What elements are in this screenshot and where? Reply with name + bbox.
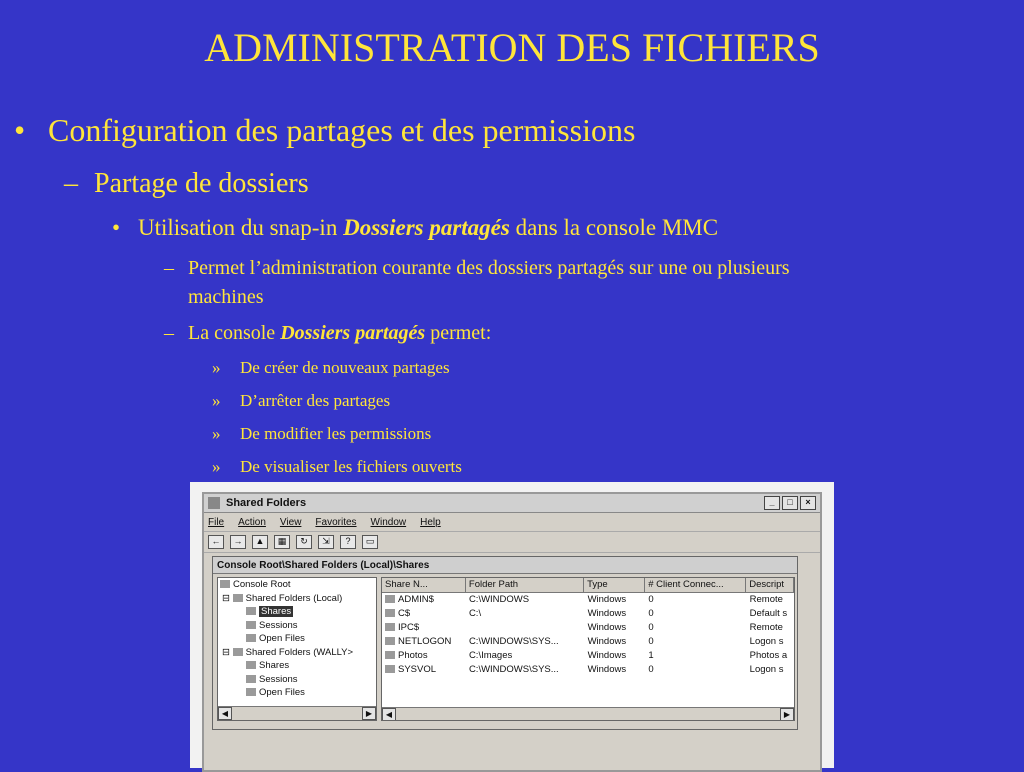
- menu-favorites[interactable]: Favorites: [315, 516, 357, 528]
- window-title: Shared Folders: [226, 497, 307, 509]
- tree-item[interactable]: [218, 605, 376, 619]
- column-header[interactable]: Folder Path: [466, 578, 584, 592]
- export-list-icon[interactable]: ⇲: [318, 535, 334, 549]
- tree-item[interactable]: Sessions: [218, 619, 376, 633]
- sub-item: [212, 457, 462, 477]
- folder-icon: [246, 688, 256, 696]
- close-button[interactable]: ×: [800, 496, 816, 510]
- menu-action[interactable]: Action: [238, 516, 266, 528]
- tree-item[interactable]: Shares: [218, 659, 376, 673]
- tree-item[interactable]: ⊟ Shared Folders (Local): [222, 592, 343, 604]
- shared-folder-icon: [385, 665, 395, 673]
- sub-item: [212, 424, 431, 444]
- minimize-button[interactable]: _: [764, 496, 780, 510]
- list-header: [382, 578, 794, 593]
- folder-icon: [246, 675, 256, 683]
- bullet4b-pre: La console: [188, 322, 281, 344]
- shared-folder-icon: [385, 609, 395, 617]
- folder-icon: [246, 607, 256, 615]
- tree-item[interactable]: ⊟ Shared Folders (WALLY>: [222, 646, 354, 658]
- shares-list: [381, 577, 795, 721]
- shared-folder-icon: [385, 637, 395, 645]
- sub-item-text: D’arrêter des partages: [240, 391, 391, 410]
- bullet3-emphasis: Dossiers partagés: [343, 215, 510, 240]
- folder-icon: [220, 580, 230, 588]
- bullet-dot-icon: •: [14, 112, 26, 148]
- screenshot-image: [190, 482, 834, 768]
- menu-file[interactable]: File: [208, 516, 225, 528]
- bullet-level4-b: [164, 319, 984, 348]
- bullet4b-post: permet:: [425, 322, 492, 344]
- child-window-title: Console Root\Shared Folders (Local)\Shares: [217, 559, 430, 571]
- bullet-dot-icon: •: [112, 215, 121, 240]
- window-controls: [764, 496, 820, 510]
- console-child-window: [212, 556, 798, 730]
- list-scrollbar[interactable]: [382, 707, 794, 720]
- bullet3-post: dans la console MMC: [509, 215, 719, 240]
- sub-item-text: De visualiser les fichiers ouverts: [240, 457, 462, 476]
- tree-item[interactable]: Open Files: [218, 686, 376, 700]
- maximize-button[interactable]: □: [782, 496, 798, 510]
- collapse-icon[interactable]: ⊟: [222, 646, 230, 658]
- column-header[interactable]: Descript: [746, 578, 794, 592]
- help-icon[interactable]: ?: [340, 535, 356, 549]
- window-titlebar[interactable]: [204, 494, 820, 513]
- shared-folders-window: [202, 492, 822, 772]
- new-share-icon[interactable]: ▭: [362, 535, 378, 549]
- folder-icon: [233, 594, 243, 602]
- raquo-icon: »: [212, 457, 221, 476]
- column-header[interactable]: Share N...: [382, 578, 466, 592]
- bullet-level2: [64, 168, 309, 200]
- table-row[interactable]: Photos C:\Images Windows 1 Photos a: [382, 649, 794, 663]
- slide-title: ADMINISTRATION DES FICHIERS: [204, 25, 820, 70]
- child-titlebar[interactable]: [213, 557, 797, 574]
- column-header[interactable]: # Client Connec...: [645, 578, 746, 592]
- folder-icon: [246, 661, 256, 669]
- table-row[interactable]: IPC$ Windows 0 Remote: [382, 621, 794, 635]
- scroll-right-icon[interactable]: ▶: [362, 707, 376, 720]
- bullet-level1: [14, 112, 635, 149]
- sub-item: [212, 358, 450, 378]
- sub-item-text: De créer de nouveaux partages: [240, 358, 450, 377]
- collapse-icon[interactable]: ⊟: [222, 592, 230, 604]
- folder-icon: [233, 648, 243, 656]
- folder-icon: [246, 621, 256, 629]
- back-icon[interactable]: ←: [208, 535, 224, 549]
- tree-item[interactable]: Sessions: [218, 673, 376, 687]
- menu-window[interactable]: Window: [370, 516, 407, 528]
- table-row[interactable]: C$ C:\ Windows 0 Default s: [382, 607, 794, 621]
- menu-view[interactable]: View: [279, 516, 302, 528]
- toolbar: [204, 531, 820, 553]
- bullet-level3: [112, 215, 718, 241]
- shared-folder-icon: [385, 595, 395, 603]
- shared-folder-icon: [385, 623, 395, 631]
- tree-item-selected: Shares: [261, 606, 292, 617]
- tree-scrollbar[interactable]: [218, 706, 376, 721]
- folder-icon: [246, 634, 256, 642]
- table-row[interactable]: ADMIN$ C:\WINDOWS Windows 0 Remote: [382, 593, 794, 607]
- table-row[interactable]: SYSVOL C:\WINDOWS\SYS... Windows 0 Logon s: [382, 663, 794, 677]
- menu-bar: [204, 513, 820, 531]
- shared-folder-icon: [385, 651, 395, 659]
- up-folder-icon[interactable]: ▲: [252, 535, 268, 549]
- bullet4a-line1: Permet l’administration courante des dossiers partagés sur une ou plusieurs: [188, 257, 790, 279]
- sub-item-text: De modifier les permissions: [240, 424, 432, 443]
- show-tree-icon[interactable]: ▦: [274, 535, 290, 549]
- bullet1-text: Configuration des partages et des permissions: [48, 112, 636, 148]
- mmc-app-icon: [208, 497, 220, 509]
- bullet2-text: Partage de dossiers: [94, 168, 309, 199]
- bullet4b-emphasis: Dossiers partagés: [280, 322, 426, 344]
- table-row[interactable]: NETLOGON C:\WINDOWS\SYS... Windows 0 Logon s: [382, 635, 794, 649]
- column-header[interactable]: Type: [584, 578, 645, 592]
- console-tree: [217, 577, 377, 721]
- bullet-level4-a: [164, 254, 984, 312]
- raquo-icon: »: [212, 424, 221, 443]
- bullet-dash-icon: –: [64, 168, 78, 199]
- scroll-left-icon[interactable]: ◀: [218, 707, 232, 720]
- sub-item: [212, 391, 390, 411]
- menu-help[interactable]: Help: [420, 516, 441, 528]
- scroll-right-icon[interactable]: ▶: [780, 708, 794, 721]
- bullet-dash-icon: –: [164, 257, 174, 279]
- forward-icon[interactable]: →: [230, 535, 246, 549]
- raquo-icon: »: [212, 391, 221, 410]
- bullet3-pre: Utilisation du snap-in: [138, 215, 344, 240]
- raquo-icon: »: [212, 358, 221, 377]
- refresh-icon[interactable]: ↻: [296, 535, 312, 549]
- tree-item[interactable]: Open Files: [218, 632, 376, 646]
- bullet-dash-icon: –: [164, 322, 174, 344]
- tree-item[interactable]: Console Root: [218, 578, 376, 592]
- scroll-left-icon[interactable]: ◀: [382, 708, 396, 721]
- bullet4a-line2: machines: [188, 286, 264, 308]
